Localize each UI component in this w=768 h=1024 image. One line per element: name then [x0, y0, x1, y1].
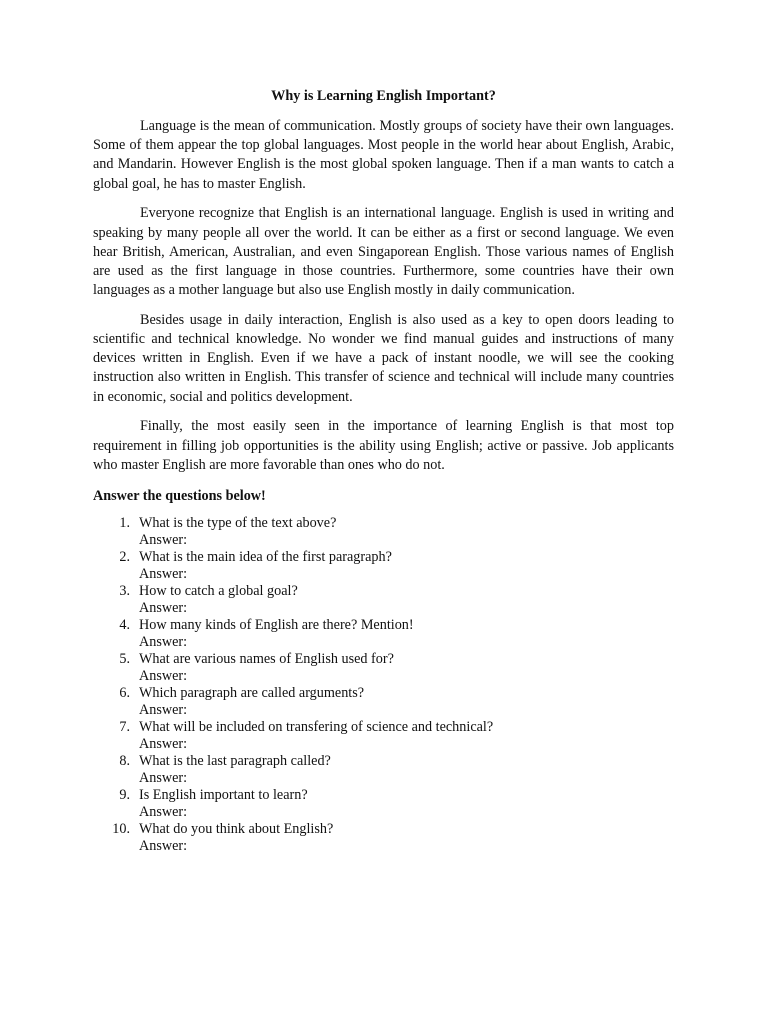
question-number: 1. [119, 514, 130, 531]
question-number: 9. [119, 786, 130, 803]
paragraph-3: Besides usage in daily interaction, English is also used as a key to open doors leading to scientific and technical knowledge. No wonder we find manual guides and instructions of many devices written in English. Even if we have a pack of instant noodle, we will see the cooking instruction also written in English. This transfer of science and technical will include many countries in economic, social and politics development. [93, 311, 674, 405]
question-item [93, 515, 674, 549]
question-item [93, 821, 674, 855]
paragraph-4: Finally, the most easily seen in the importance of learning English is that most top requirement in filling job opportunities is the ability using English; active or passive. Job applicants who master English are more favorable than ones who do not. [93, 418, 674, 473]
question-text: What are various names of English used for? [139, 650, 394, 667]
question-number: 3. [119, 582, 130, 599]
answer-label: Answer: [139, 565, 188, 582]
question-item [93, 617, 674, 651]
question-item [93, 787, 674, 821]
document-title: Why is Learning English Important? [271, 88, 496, 104]
answer-label: Answer: [139, 633, 188, 650]
question-number: 2. [119, 548, 130, 565]
answer-label: Answer: [139, 531, 188, 548]
paragraph-1: Language is the mean of communication. Mostly groups of society have their own languages. Some of them appear the top global languages. Most people in the world hear about English, Arabic, and Mandarin. However English is the most global spoken language. Then if a man wants to catch a global goal, he has to master English. [93, 118, 674, 192]
paragraph-2: Everyone recognize that English is an international language. English is used in writing and speaking by many people all over the world. It can be either as a first or second language. We even hear British, American, Australian, and even Singaporean English. Those various names of English are used as the first language in those countries. Furthermore, some countries have their own languages as a mother language but also use English mostly in daily communication. [93, 205, 674, 299]
question-number: 7. [119, 718, 130, 735]
question-number: 4. [119, 616, 130, 633]
question-text: What will be included on transfering of science and technical? [139, 718, 494, 735]
answer-label: Answer: [139, 599, 188, 616]
question-text: How many kinds of English are there? Mention! [139, 616, 414, 633]
question-text: What do you think about English? [139, 820, 334, 837]
question-number: 10. [112, 820, 130, 837]
answer-label: Answer: [139, 701, 188, 718]
question-item [93, 685, 674, 719]
answer-label: Answer: [139, 803, 188, 820]
question-text: Which paragraph are called arguments? [139, 684, 365, 701]
questions-list [93, 515, 674, 855]
answer-label: Answer: [139, 837, 188, 854]
question-number: 8. [119, 752, 130, 769]
question-text: What is the main idea of the first paragraph? [139, 548, 392, 565]
question-text: How to catch a global goal? [139, 582, 298, 599]
question-item [93, 651, 674, 685]
answer-label: Answer: [139, 769, 188, 786]
question-item [93, 753, 674, 787]
document-page [93, 88, 674, 855]
question-number: 6. [119, 684, 130, 701]
question-text: What is the last paragraph called? [139, 752, 331, 769]
question-text: Is English important to learn? [139, 786, 308, 803]
answer-label: Answer: [139, 735, 188, 752]
answer-label: Answer: [139, 667, 188, 684]
question-item [93, 719, 674, 753]
question-item [93, 549, 674, 583]
question-item [93, 583, 674, 617]
question-text: What is the type of the text above? [139, 514, 337, 531]
question-number: 5. [119, 650, 130, 667]
questions-heading: Answer the questions below! [93, 487, 266, 504]
